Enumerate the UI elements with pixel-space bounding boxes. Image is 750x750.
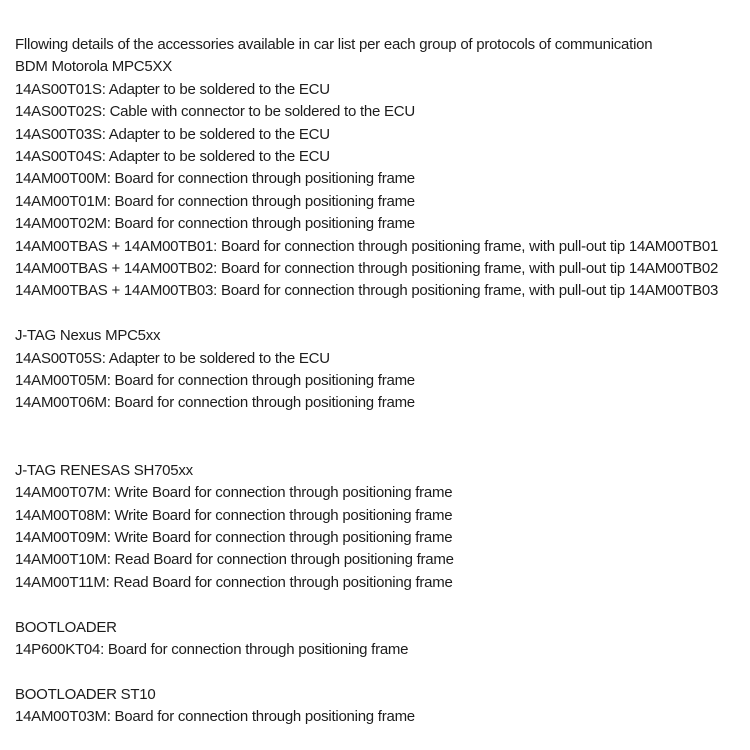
section-title: BOOTLOADER ST10 <box>15 685 156 703</box>
protocol-section <box>15 460 742 594</box>
accessory-line: 14AM00T01M: Board for connection through positioning frame <box>15 192 415 210</box>
accessory-line: 14AS00T02S: Cable with connector to be soldered to the ECU <box>15 103 415 121</box>
section-title: J-TAG Nexus MPC5xx <box>15 327 161 345</box>
accessory-line: 14AM00T10M: Read Board for connection through positioning frame <box>15 551 454 569</box>
accessory-line: 14AS00T05S: Adapter to be soldered to the ECU <box>15 349 330 367</box>
protocol-section <box>15 325 742 415</box>
accessory-line: 14AM00T08M: Write Board for connection through positioning frame <box>15 506 453 524</box>
accessory-line: 14AM00T00M: Board for connection through positioning frame <box>15 170 415 188</box>
section-title: BOOTLOADER <box>15 618 117 636</box>
protocol-section <box>15 684 742 729</box>
section-title: BDM Motorola MPC5XX <box>15 58 172 76</box>
intro-text: Fllowing details of the accessories available in car list per each group of protocols of communication <box>15 36 653 53</box>
accessory-line: 14AM00T06M: Board for connection through positioning frame <box>15 394 415 412</box>
accessory-line: 14AM00T05M: Board for connection through positioning frame <box>15 372 415 390</box>
accessory-line: 14AS00T03S: Adapter to be soldered to the ECU <box>15 125 330 143</box>
protocol-section <box>15 617 742 662</box>
sections-container <box>15 56 742 728</box>
accessory-line: 14AS00T01S: Adapter to be soldered to the ECU <box>15 80 330 98</box>
protocol-section <box>15 56 742 302</box>
section-title: J-TAG RENESAS SH705xx <box>15 461 193 479</box>
accessory-line: 14P600KT04: Board for connection through positioning frame <box>15 640 409 658</box>
accessory-line: 14AM00T09M: Write Board for connection through positioning frame <box>15 528 453 546</box>
accessory-line: 14AM00T11M: Read Board for connection through positioning frame <box>15 573 453 591</box>
accessory-line: 14AM00T02M: Board for connection through positioning frame <box>15 215 415 233</box>
accessory-line: 14AM00TBAS + 14AM00TB01: Board for connection through positioning frame, with pull-out tip 14AM00TB01 <box>15 237 719 255</box>
accessory-line: 14AM00TBAS + 14AM00TB03: Board for connection through positioning frame, with pull-out tip 14AM00TB03 <box>15 282 719 300</box>
accessory-line: 14AM00TBAS + 14AM00TB02: Board for connection through positioning frame, with pull-out tip 14AM00TB02 <box>15 260 719 278</box>
accessory-line: 14AM00T07M: Write Board for connection through positioning frame <box>15 484 453 502</box>
accessory-line: 14AS00T04S: Adapter to be soldered to the ECU <box>15 148 330 166</box>
accessory-line: 14AM00T03M: Board for connection through positioning frame <box>15 708 415 726</box>
